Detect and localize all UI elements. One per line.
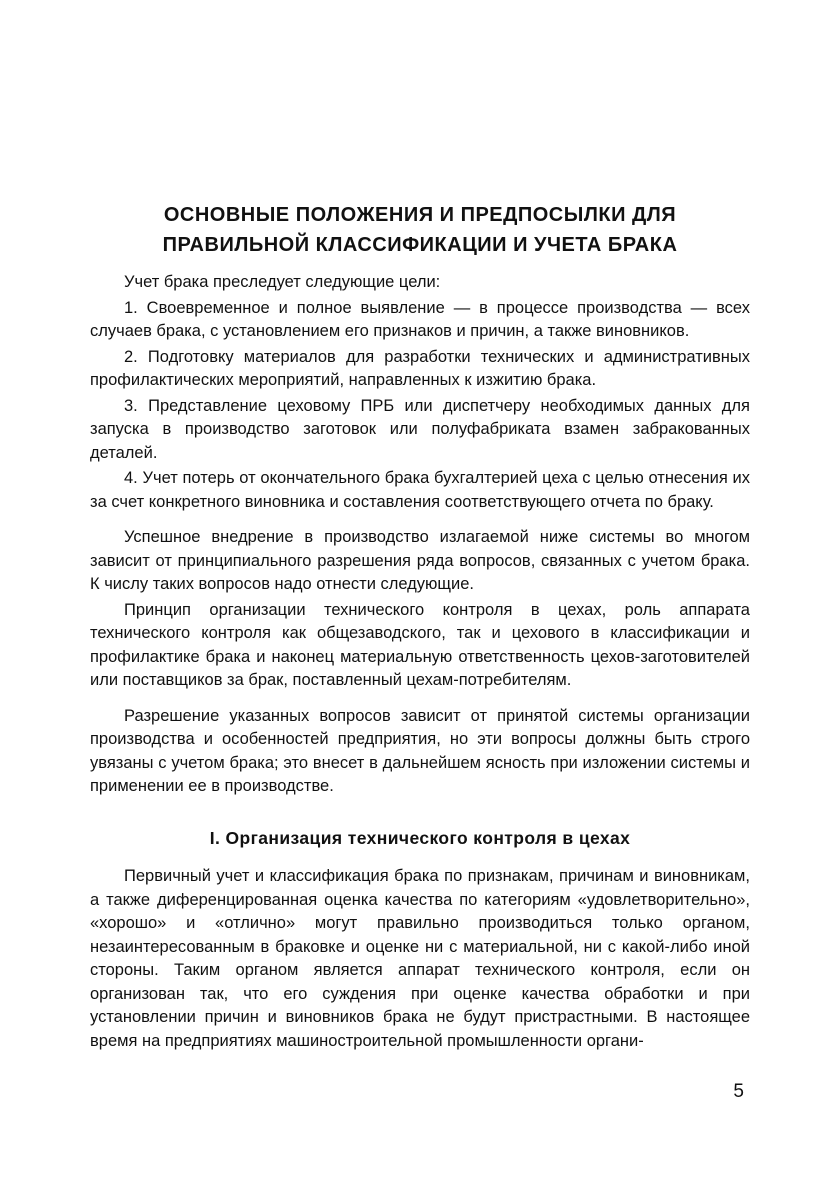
list-item-1: 1. Своевременное и полное выявление — в процессе производства — всех случаев брака, с установлением его признаков и причин, а также виновников.	[90, 298, 750, 340]
title-line-1: ОСНОВНЫЕ ПОЛОЖЕНИЯ И ПРЕДПОСЫЛКИ ДЛЯ	[163, 204, 677, 226]
page-number: 5	[733, 1081, 744, 1102]
list-item-3: 3. Представление цеховому ПРБ или диспетчеру необходимых данных для запуска в производство заготовок или полуфабриката взамен забракованных деталей.	[90, 396, 750, 462]
paragraph-2: Принцип организации технического контроля в цехах, роль аппарата технического контроля как общезаводского, так и цехового в классификации и профилактике брака и наконец материальную ответственность цехов-заготовителей или поставщиков за брак, поставленный цехам-потребителям.	[90, 600, 750, 689]
paragraph-3: Разрешение указанных вопросов зависит от принятой системы организации производства и особенностей предприятия, но эти вопросы должны быть строго увязаны с учетом брака; это внесет в дальнейшем ясность при изложении системы и применении ее в производстве.	[90, 706, 750, 795]
list-item-4: 4. Учет потерь от окончательного брака бухгалтерией цеха с целью отнесения их за счет конкретного виновника и составления соответствующего отчета по браку.	[90, 469, 750, 511]
paragraph-1: Успешное внедрение в производство излагаемой ниже системы во многом зависит от принципиального разрешения ряда вопросов, связанных с учетом брака. К числу таких вопросов надо отнести следующие.	[90, 528, 750, 593]
page-title	[90, 200, 750, 260]
section-heading: I. Организация технического контроля в цехах	[209, 828, 631, 848]
intro-paragraph: Учет брака преследует следующие цели:	[124, 273, 441, 291]
title-line-2: ПРАВИЛЬНОЙ КЛАССИФИКАЦИИ И УЧЕТА БРАКА	[162, 234, 678, 256]
section-text-block	[90, 865, 750, 1053]
main-text-block	[90, 271, 750, 799]
list-item-2: 2. Подготовку материалов для разработки технических и административных профилактических мероприятий, направленных к изжитию брака.	[90, 347, 750, 389]
section-paragraph: Первичный учет и классификация брака по признакам, причинам и виновникам, а также диференцированная оценка качества по категориям «удовлетворительно», «хорошо» и «отлично» могут правильно производиться только органом, незаинтересованным в браковке и оценке ни с материальной, ни с какой-либо иной стороны. Таким органом является аппарат технического контроля, если он организован так, что его суждения при оценке качества обработки и при установлении причин и виновников брака не будут пристрастными. В настоящее время на предприятиях машиностроительной промышленности органи-	[90, 867, 750, 1050]
